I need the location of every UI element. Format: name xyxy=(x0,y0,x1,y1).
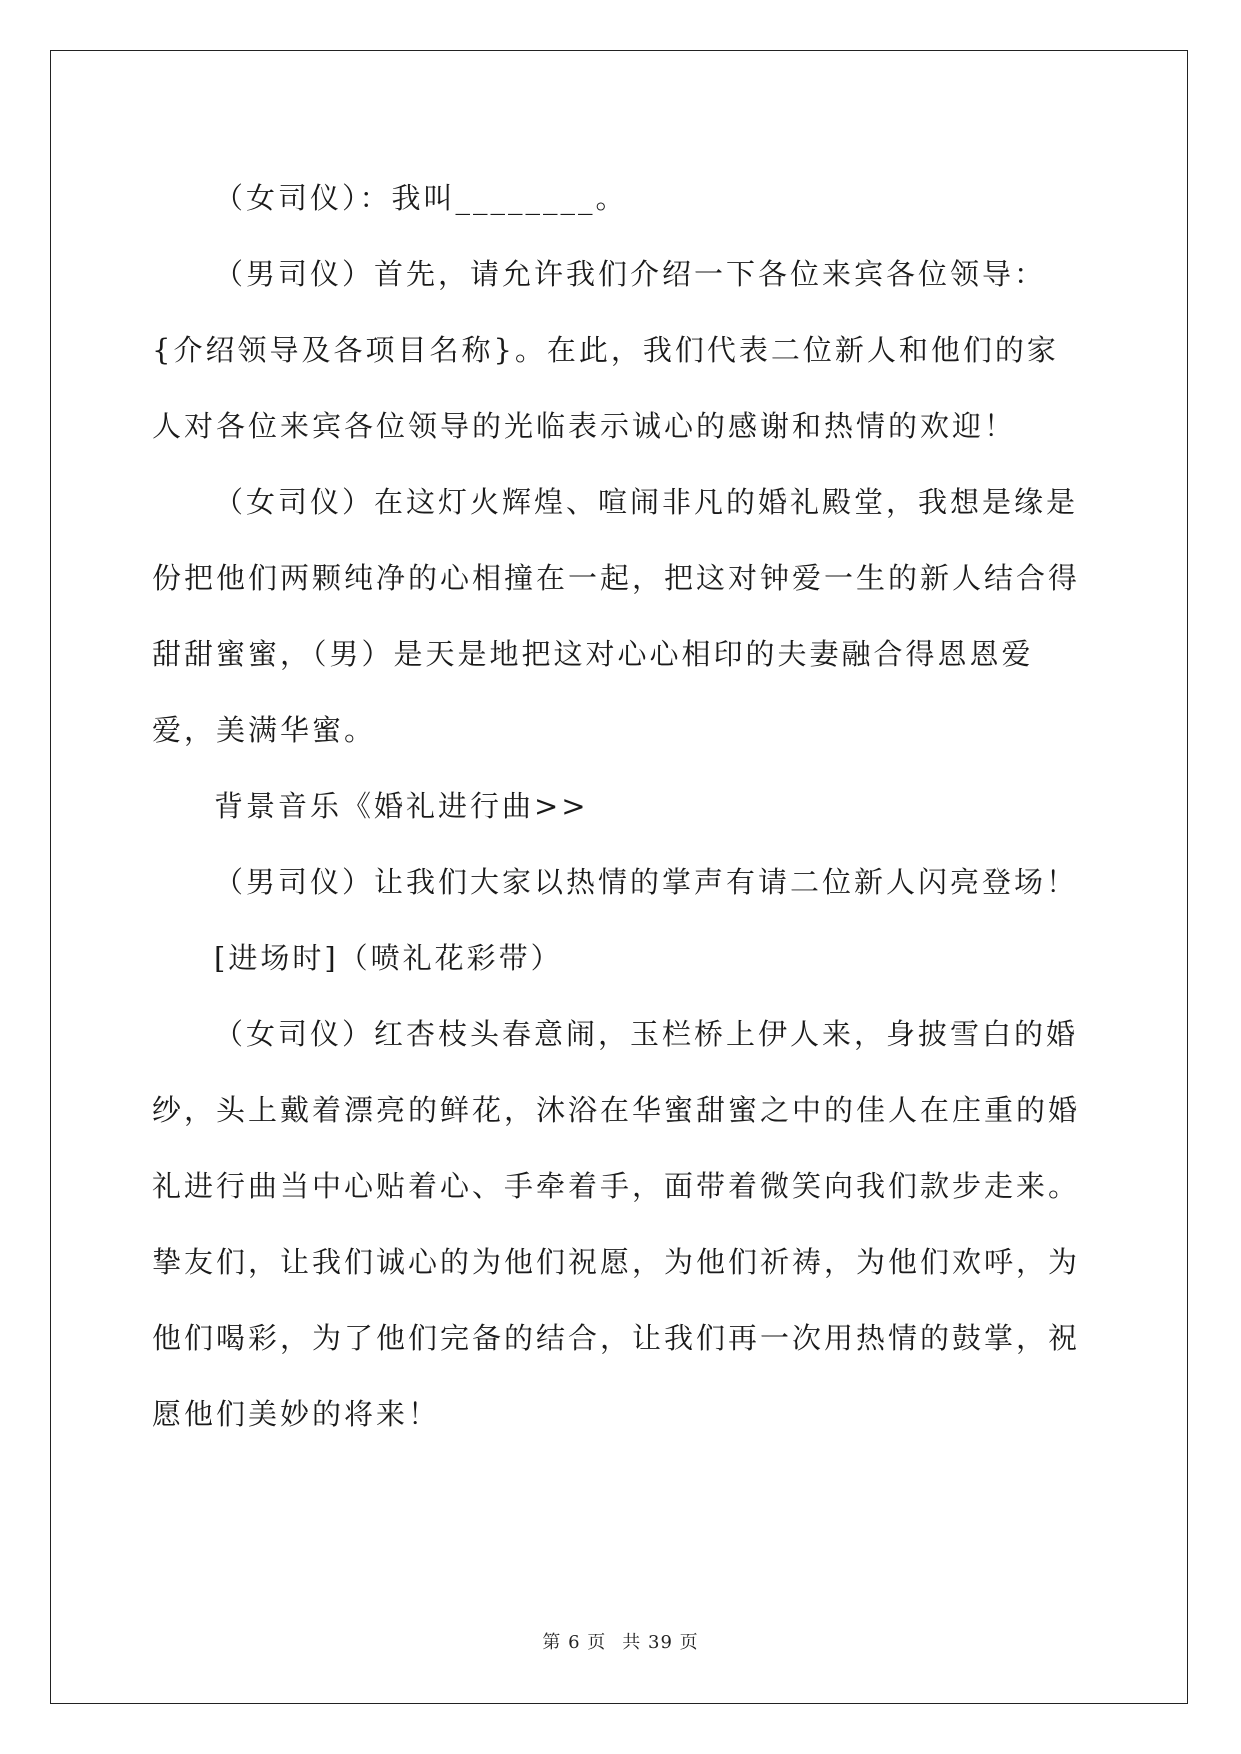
document-body xyxy=(152,160,1087,1452)
page-footer xyxy=(0,1628,1241,1654)
paragraph-4: 背景音乐《婚礼进行曲>> xyxy=(214,789,589,823)
paragraph-3: （女司仪）在这灯火辉煌、喧闹非凡的婚礼殿堂，我想是缘是份把他们两颗纯净的心相撞在一起，把这对钟爱一生的新人结合得甜甜蜜蜜，（男）是天是地把这对心心相印的夫妻融合得恩恩爱爱，美满华蜜。 xyxy=(152,485,1081,747)
paragraph-1: （女司仪）：我叫________。 xyxy=(214,181,628,215)
paragraph-6: [进场时]（喷礼花彩带） xyxy=(214,941,563,975)
page-number: 第 6 页 xyxy=(542,1632,607,1653)
paragraph-5: （男司仪）让我们大家以热情的掌声有请二位新人闪亮登场！ xyxy=(214,865,1079,899)
total-pages: 共 39 页 xyxy=(622,1632,699,1653)
paragraph-7: （女司仪）红杏枝头春意闹，玉栏桥上伊人来，身披雪白的婚纱，头上戴着漂亮的鲜花，沐浴在华蜜甜蜜之中的佳人在庄重的婚礼进行曲当中心贴着心、手牵着手，面带着微笑向我们款步走来。挚友们，让我们诚心的为他们祝愿，为他们祈祷，为他们欢呼，为他们喝彩，为了他们完备的结合，让我们再一次用热情的鼓掌，祝愿他们美妙的将来！ xyxy=(152,1017,1081,1431)
paragraph-2: （男司仪）首先，请允许我们介绍一下各位来宾各位领导：{介绍领导及各项目名称}。在此，我们代表二位新人和他们的家人对各位来宾各位领导的光临表示诚心的感谢和热情的欢迎！ xyxy=(152,257,1059,443)
